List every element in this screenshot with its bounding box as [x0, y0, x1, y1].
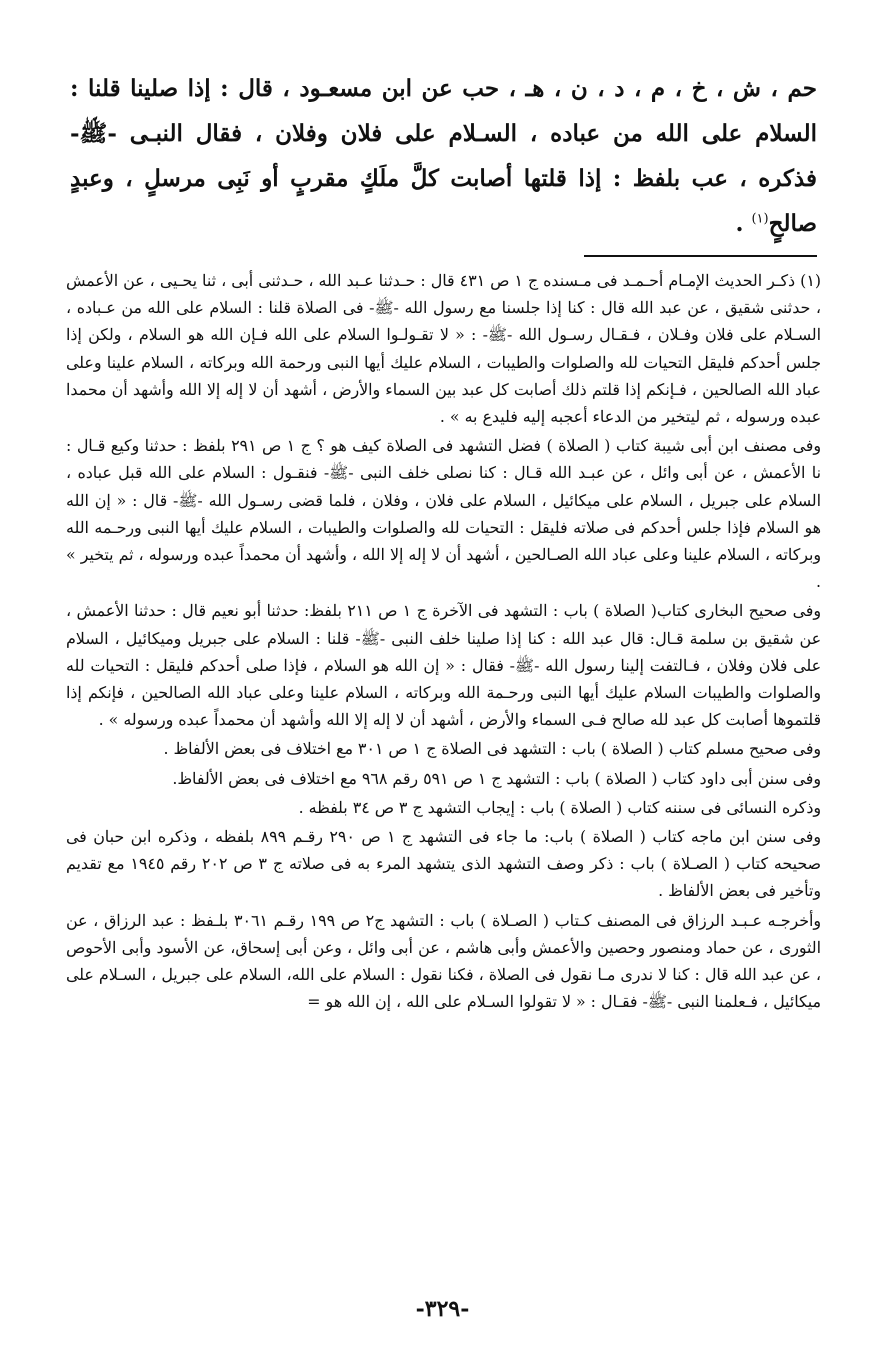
- footnote-reference: (١): [751, 211, 769, 227]
- footnotes-section: [66, 267, 821, 1017]
- footnote-paragraph: (١) ذكـر الحديث الإمـام أحـمـد فى مـسنده ج ١ ص ٤٣١ قال : حـدثنا عـبد الله ، حـدثنى أبى ، ثنا يحـيى ، عن الأعمش ، حدثنى شقيق ، عن عبد الله قال : كنا إذا جلسنا مع رسول الله -ﷺ- فى الصلاة قلنا : السلام على الله من عـباده ، السـلام على فلان وفـلان ، فـقـال رسـول الله -ﷺ- : « لا تقـولـوا السلام على الله فـإن الله هو السلام ، ولكن إذا جلس أحدكم فليقل التحيات لله والصلوات والطيبات ، السلام عليك أيها النبى ورحمة الله وبركاته ، السلام علينا وعلى عباد الله الصالحين ، فـإنكم إذا قلتم ذلك أصابت كل عبد بين السماء والأرض ، أشهد أن لا إله إلا الله وأشهد أن محمدا عبده ورسوله ، ثم ليتخير من الدعاء أعجبه إليه فليدع به » .: [66, 271, 821, 427]
- footnote-paragraph: وفى سنن ابن ماجه كتاب ( الصلاة ) باب: ما جاء فى التشهد ج ١ ص ٢٩٠ رقـم ٨٩٩ بلفظه ، وذكره ابن حبان فى صحيحه كتاب ( الصـلاة ) باب : ذكر وصف التشهد الذى يتشهد المرء به فى صلاته ج ٣ ص ٢٠٢ رقم ١٩٤٥ مع تقديم وتأخير فى بعض الألفاظ .: [66, 827, 821, 901]
- main-paragraph: [70, 66, 817, 246]
- main-hadith-text: [70, 66, 817, 246]
- footnote-divider: [584, 255, 817, 257]
- footnote-paragraph: وفى صحيح مسلم كتاب ( الصلاة ) باب : التشهد فى الصلاة ج ١ ص ٣٠١ مع اختلاف فى بعض الألفاظ .: [163, 739, 821, 759]
- footnote-paragraph: وفى مصنف ابن أبى شيبة كتاب ( الصلاة ) فضل التشهد فى الصلاة كيف هو ؟ ج ١ ص ٢٩١ بلفظ : حدثنا وكيع قـال : نا الأعمش ، عن أبى وائل ، عن عبـد الله قـال : كنا نصلى خلف النبى -ﷺ- فنقـول : السلام على الله قبل عباده ، السلام على جبريل ، السلام على ميكائيل ، السلام على فلان ، وفلان ، فلما قضى رسـول الله -ﷺ- قال : « إن الله هو السلام فإذا جلس أحدكم فى صلاته فليقل : التحيات لله والصلوات والطيبات ، السلام عليك أيها النبى ورحـمه الله وبركاته ، السلام علينا وعلى عباد الله الصـالحين ، أشهد أن لا إله إلا الله ، وأشهد أن محمداً عبده ورسوله ، ثم يتخير » .: [66, 436, 821, 592]
- footnote-paragraph: وفى سنن أبى داود كتاب ( الصلاة ) باب : التشهد ج ١ ص ٥٩١ رقم ٩٦٨ مع اختلاف فى بعض الألفاظ.: [172, 768, 821, 788]
- footnote-paragraph: وذكره النسائى فى سننه كتاب ( الصلاة ) باب : إيجاب التشهد ج ٣ ص ٣٤ بلفظه .: [298, 797, 821, 817]
- page-number: -٣٢٩-: [415, 1296, 470, 1322]
- footnote-paragraph: وأخرجـه عـبـد الرزاق فى المصنف كـتاب ( الصـلاة ) باب : التشهد ج٢ ص ١٩٩ رقـم ٣٠٦١ بلـفظ : عبد الرزاق ، عن الثورى ، عن حماد ومنصور وحصين والأعمش وأبى هاشم ، عن أبى وائل ، وعن أبى إسحاق، عن الأسود وأبى الأحوص ، عن عبد الله قال : كنا لا ندرى مـا نقول فى الصلاة ، فكنا نقول : السلام على الله، السلام على جبريل ، السـلام على ميكائيل ، فـعلمنا النبى -ﷺ- فقـال : « لا تقولوا السـلام على الله ، إن الله هو =: [66, 910, 821, 1012]
- footnote-paragraph: وفى صحيح البخارى كتاب( الصلاة ) باب : التشهد فى الآخرة ج ١ ص ٢١١ بلفظ: حدثنا أبو نعيم قال : حدثنا الأعمش ، عن شقيق بن سلمة قـال: قال عبد الله : كنا إذا صلينا خلف النبى -ﷺ- قلنا : السلام على جبريل وميكائيل ، السلام على فلان وفلان ، فـالتفت إلينا رسول الله -ﷺ- فقال : « إن الله هو السلام ، فإذا صلى أحدكم فليقل : التحيات لله والصلوات والطيبات السلام عليك أيها النبى ورحـمة الله وبركاته ، السلام علينا وعلى عباد الله الصالحين ، فإنكم إذا قلتموها أصابت كل عبد لله صالح فـى السماء والأرض ، أشهد أن لا إله إلا الله وأشهد أن محمداً عبده ورسوله » .: [66, 601, 821, 730]
- main-paragraph-end: .: [735, 210, 752, 237]
- main-paragraph-body: حم ، ش ، خ ، م ، د ، ن ، هـ ، حب عن ابن مسعـود ، قال : إذا صلينا قلنا : السلام على الله من عباده ، السـلام على فلان وفلان ، فقال النبـى -ﷺ- فذكره ، عب بلفظ : إذا قلتها أصابت كلَّ ملَكٍ مقربٍ أو نَبِى مرسلٍ ، وعبدٍ صالحٍ: [70, 75, 817, 237]
